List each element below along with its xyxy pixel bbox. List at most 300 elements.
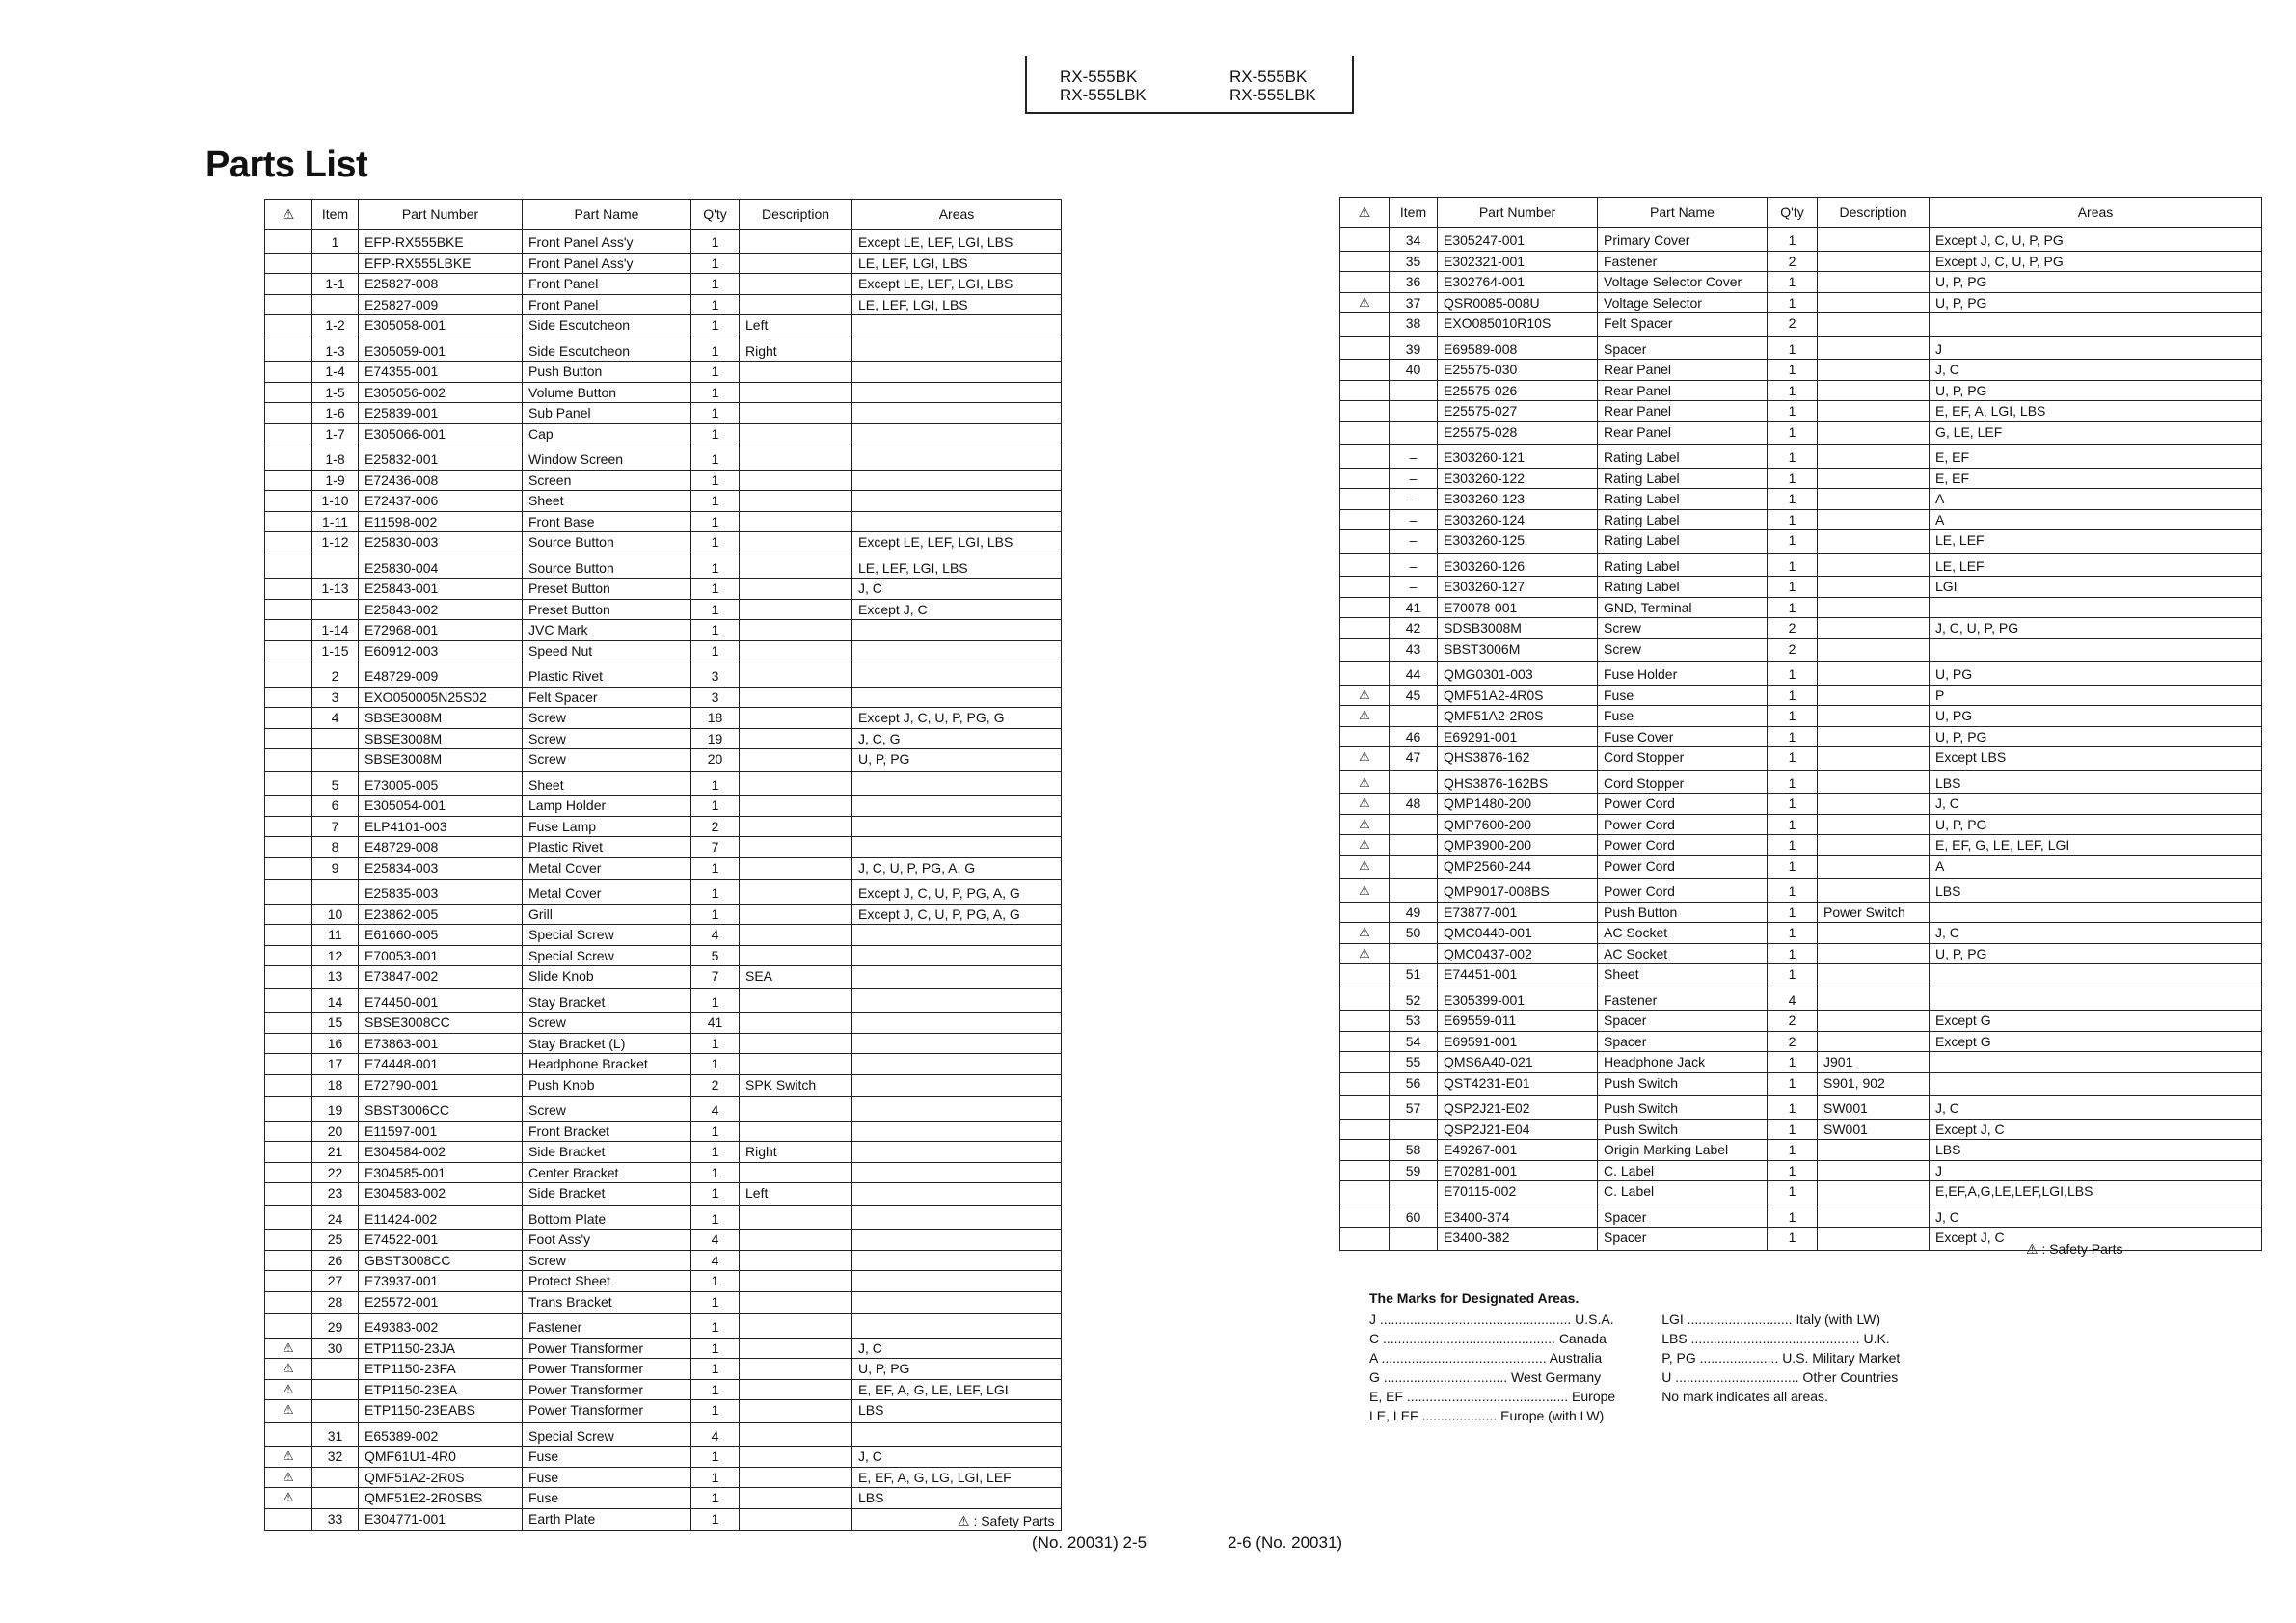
- description-cell: [1818, 360, 1930, 381]
- qty-cell: 1: [691, 382, 740, 403]
- description-cell: Right: [740, 338, 852, 362]
- areas-cell: [1930, 1072, 2262, 1096]
- warn-cell: [265, 904, 312, 925]
- areas-cell: [852, 837, 1062, 858]
- item-cell: 54: [1390, 1031, 1438, 1052]
- part-number-cell: E11597-001: [359, 1121, 523, 1142]
- warn-cell: [1340, 1052, 1390, 1073]
- description-cell: [740, 1447, 852, 1468]
- parts-group: [265, 988, 1062, 1097]
- part-name-cell: Power Transformer: [523, 1359, 691, 1380]
- parts-group: [1340, 1204, 2262, 1250]
- description-cell: [1818, 662, 1930, 686]
- table-row: [1340, 1072, 2262, 1096]
- item-cell: [312, 1467, 359, 1488]
- item-cell: 33: [312, 1508, 359, 1531]
- warn-cell: [265, 1074, 312, 1097]
- warn-cell: [1340, 401, 1390, 422]
- areas-cell: G, LE, LEF: [1930, 421, 2262, 445]
- item-cell: 21: [312, 1142, 359, 1163]
- part-name-cell: GND, Terminal: [1598, 597, 1768, 618]
- table-row: [265, 294, 1062, 315]
- table-row: [1340, 1052, 2262, 1073]
- safety-parts-note: ⚠ : Safety Parts: [2026, 1241, 2123, 1257]
- item-cell: 57: [1390, 1096, 1438, 1120]
- description-cell: [1818, 401, 1930, 422]
- description-cell: [740, 1097, 852, 1122]
- description-cell: [740, 1314, 852, 1339]
- description-cell: [740, 640, 852, 663]
- col-warn-header: ⚠: [1340, 198, 1390, 228]
- table-row: [1340, 638, 2262, 662]
- part-name-cell: Rating Label: [1598, 445, 1768, 469]
- description-cell: [740, 988, 852, 1013]
- warn-cell: [265, 511, 312, 532]
- areas-cell: U, P, PG: [1930, 292, 2262, 313]
- description-cell: [1818, 879, 1930, 903]
- part-number-cell: E25575-026: [1438, 380, 1598, 401]
- warn-cell: [1340, 1096, 1390, 1120]
- part-number-cell: E25834-003: [359, 857, 523, 880]
- warn-cell: [1340, 530, 1390, 554]
- part-name-cell: Earth Plate: [523, 1508, 691, 1531]
- designated-area-marks: [1369, 1288, 1900, 1425]
- part-number-cell: ETP1150-23EA: [359, 1379, 523, 1400]
- part-number-cell: E25843-001: [359, 579, 523, 600]
- warn-cell: ⚠: [265, 1488, 312, 1509]
- part-number-cell: E25575-027: [1438, 401, 1598, 422]
- part-name-cell: Metal Cover: [523, 857, 691, 880]
- item-cell: 46: [1390, 726, 1438, 747]
- description-cell: [1818, 1204, 1930, 1228]
- table-row: [265, 1183, 1062, 1206]
- part-number-cell: QSP2J21-E02: [1438, 1096, 1598, 1120]
- warn-cell: ⚠: [1340, 814, 1390, 835]
- table-row: [265, 532, 1062, 555]
- areas-cell: [852, 966, 1062, 989]
- part-number-cell: E305054-001: [359, 796, 523, 817]
- table-row: [265, 1033, 1062, 1054]
- warn-cell: [1340, 964, 1390, 987]
- item-cell: 52: [1390, 987, 1438, 1011]
- warn-cell: [1340, 1119, 1390, 1140]
- item-cell: 53: [1390, 1011, 1438, 1032]
- table-row: [265, 1314, 1062, 1339]
- areas-cell: [852, 423, 1062, 446]
- table-row: [265, 880, 1062, 905]
- warn-cell: [1340, 1072, 1390, 1096]
- col-part-number-header: Part Number: [1438, 198, 1598, 228]
- part-name-cell: Side Escutcheon: [523, 338, 691, 362]
- warn-cell: [265, 708, 312, 729]
- table-row: [1340, 336, 2262, 360]
- part-name-cell: Stay Bracket: [523, 988, 691, 1013]
- areas-cell: U, P, PG: [852, 749, 1062, 772]
- qty-cell: 1: [1768, 1181, 1818, 1204]
- warn-cell: [265, 1422, 312, 1447]
- qty-cell: 2: [1768, 1011, 1818, 1032]
- parts-table-right: [1339, 197, 2262, 1251]
- table-row: [265, 728, 1062, 749]
- item-cell: 34: [1390, 228, 1438, 252]
- warn-cell: [1340, 468, 1390, 489]
- description-cell: [740, 1508, 852, 1531]
- part-name-cell: Front Panel Ass'y: [523, 253, 691, 274]
- parts-group: [265, 771, 1062, 880]
- qty-cell: 1: [1768, 706, 1818, 727]
- areas-cell: [1930, 313, 2262, 337]
- areas-cell: LBS: [1930, 770, 2262, 794]
- warn-cell: ⚠: [1340, 770, 1390, 794]
- areas-cell: U, P, PG: [1930, 726, 2262, 747]
- qty-cell: 1: [691, 640, 740, 663]
- page-title: Parts List: [205, 145, 368, 185]
- warn-cell: [1340, 313, 1390, 337]
- areas-cell: J, C: [1930, 360, 2262, 381]
- item-cell: 40: [1390, 360, 1438, 381]
- areas-cell: Except J, C: [1930, 1119, 2262, 1140]
- table-row: [265, 1488, 1062, 1509]
- item-cell: 56: [1390, 1072, 1438, 1096]
- qty-cell: 1: [691, 1314, 740, 1339]
- table-row: [1340, 360, 2262, 381]
- item-cell: –: [1390, 489, 1438, 510]
- description-cell: [1818, 336, 1930, 360]
- part-number-cell: E305058-001: [359, 315, 523, 338]
- part-name-cell: Grill: [523, 904, 691, 925]
- warn-cell: [1340, 987, 1390, 1011]
- part-number-cell: SBSE3008M: [359, 708, 523, 729]
- parts-group: [1340, 553, 2262, 662]
- description-cell: [1818, 1140, 1930, 1161]
- qty-cell: 1: [691, 1488, 740, 1509]
- part-name-cell: Push Knob: [523, 1074, 691, 1097]
- table-row: [265, 640, 1062, 663]
- part-number-cell: E69559-011: [1438, 1011, 1598, 1032]
- part-name-cell: Screw: [1598, 618, 1768, 639]
- areas-cell: LE, LEF, LGI, LBS: [852, 294, 1062, 315]
- item-cell: 27: [312, 1271, 359, 1292]
- parts-group: [265, 1314, 1062, 1423]
- part-number-cell: E303260-122: [1438, 468, 1598, 489]
- table-row: [265, 230, 1062, 254]
- table-row: [265, 749, 1062, 772]
- areas-cell: Except J, C, U, P, PG: [1930, 228, 2262, 252]
- table-row: [1340, 685, 2262, 706]
- warn-cell: [1340, 618, 1390, 639]
- areas-cell: [1930, 964, 2262, 987]
- table-row: [1340, 228, 2262, 252]
- part-number-cell: QMP9017-008BS: [1438, 879, 1598, 903]
- qty-cell: 4: [1768, 987, 1818, 1011]
- areas-cell: [852, 1074, 1062, 1097]
- table-header-row: [1340, 198, 2262, 228]
- areas-cell: [852, 446, 1062, 471]
- qty-cell: 1: [691, 1379, 740, 1400]
- part-number-cell: E25572-001: [359, 1291, 523, 1314]
- qty-cell: 1: [691, 294, 740, 315]
- description-cell: SW001: [1818, 1096, 1930, 1120]
- description-cell: [1818, 445, 1930, 469]
- table-row: [1340, 380, 2262, 401]
- part-number-cell: E49267-001: [1438, 1140, 1598, 1161]
- table-row: [265, 1121, 1062, 1142]
- parts-group: [265, 230, 1062, 338]
- part-number-cell: QMF61U1-4R0: [359, 1447, 523, 1468]
- qty-cell: 1: [1768, 1072, 1818, 1096]
- areas-cell: [852, 925, 1062, 946]
- table-row: [1340, 662, 2262, 686]
- qty-cell: 1: [1768, 336, 1818, 360]
- description-cell: [740, 904, 852, 925]
- qty-cell: 1: [1768, 1119, 1818, 1140]
- qty-cell: 1: [1768, 1052, 1818, 1073]
- description-cell: [740, 253, 852, 274]
- item-cell: –: [1390, 530, 1438, 554]
- item-cell: –: [1390, 553, 1438, 577]
- item-cell: 39: [1390, 336, 1438, 360]
- part-name-cell: Plastic Rivet: [523, 663, 691, 688]
- part-number-cell: E303260-127: [1438, 577, 1598, 598]
- part-name-cell: Metal Cover: [523, 880, 691, 905]
- description-cell: [740, 446, 852, 471]
- warn-cell: [1340, 228, 1390, 252]
- areas-cell: A: [1930, 489, 2262, 510]
- areas-cell: LBS: [1930, 879, 2262, 903]
- areas-cell: J, C, U, P, PG, A, G: [852, 857, 1062, 880]
- part-number-cell: QMF51E2-2R0SBS: [359, 1488, 523, 1509]
- part-number-cell: SBST3006CC: [359, 1097, 523, 1122]
- part-number-cell: E73937-001: [359, 1271, 523, 1292]
- qty-cell: 1: [691, 1183, 740, 1206]
- qty-cell: 1: [1768, 421, 1818, 445]
- qty-cell: 1: [691, 1054, 740, 1075]
- qty-cell: 1: [1768, 380, 1818, 401]
- part-number-cell: E25575-028: [1438, 421, 1598, 445]
- areas-cell: E, EF: [1930, 468, 2262, 489]
- qty-cell: 1: [691, 796, 740, 817]
- part-number-cell: E49383-002: [359, 1314, 523, 1339]
- description-cell: [740, 1379, 852, 1400]
- part-number-cell: QSP2J21-E04: [1438, 1119, 1598, 1140]
- item-cell: 15: [312, 1013, 359, 1034]
- areas-cell: LE, LEF, LGI, LBS: [852, 555, 1062, 579]
- qty-cell: 1: [691, 1142, 740, 1163]
- warn-cell: ⚠: [1340, 879, 1390, 903]
- item-cell: 30: [312, 1338, 359, 1359]
- areas-cell: [852, 620, 1062, 641]
- table-row: [265, 925, 1062, 946]
- areas-cell: [852, 1205, 1062, 1230]
- description-cell: [740, 579, 852, 600]
- part-number-cell: E73847-002: [359, 966, 523, 989]
- item-cell: 13: [312, 966, 359, 989]
- areas-cell: [852, 1183, 1062, 1206]
- qty-cell: 1: [1768, 964, 1818, 987]
- warn-cell: [265, 1097, 312, 1122]
- warn-cell: [265, 1013, 312, 1034]
- description-cell: [1818, 835, 1930, 856]
- areas-cell: Except LE, LEF, LGI, LBS: [852, 532, 1062, 555]
- item-cell: [312, 599, 359, 620]
- warn-cell: [1340, 1228, 1390, 1251]
- col-description-header: Description: [740, 200, 852, 230]
- qty-cell: 1: [1768, 401, 1818, 422]
- item-cell: 26: [312, 1250, 359, 1271]
- description-cell: SEA: [740, 966, 852, 989]
- item-cell: 1-8: [312, 446, 359, 471]
- item-cell: 1-1: [312, 274, 359, 295]
- qty-cell: 1: [691, 857, 740, 880]
- part-number-cell: E73005-005: [359, 771, 523, 796]
- description-cell: [740, 1271, 852, 1292]
- table-row: [265, 904, 1062, 925]
- areas-cell: J, C: [1930, 923, 2262, 944]
- description-cell: [1818, 530, 1930, 554]
- table-row: [1340, 577, 2262, 598]
- mark-entry: LGI ............................ Italy (with LW): [1661, 1312, 1881, 1327]
- warn-cell: [265, 423, 312, 446]
- areas-cell: LBS: [1930, 1140, 2262, 1161]
- part-name-cell: Sheet: [523, 491, 691, 512]
- part-number-cell: E23862-005: [359, 904, 523, 925]
- part-name-cell: Screw: [523, 1013, 691, 1034]
- page-number-left: (No. 20031) 2-5: [1032, 1533, 1148, 1552]
- table-row: [1340, 1160, 2262, 1181]
- table-row: [265, 555, 1062, 579]
- item-cell: 41: [1390, 597, 1438, 618]
- warn-cell: [265, 362, 312, 383]
- part-name-cell: Rear Panel: [1598, 360, 1768, 381]
- areas-cell: [1930, 902, 2262, 923]
- table-row: [1340, 553, 2262, 577]
- marks-right-column: [1661, 1310, 1900, 1425]
- warn-cell: [265, 880, 312, 905]
- description-cell: [740, 403, 852, 424]
- item-cell: [1390, 943, 1438, 964]
- description-cell: [1818, 292, 1930, 313]
- qty-cell: 1: [1768, 489, 1818, 510]
- areas-cell: [852, 1033, 1062, 1054]
- qty-cell: 1: [1768, 770, 1818, 794]
- part-number-cell: E303260-126: [1438, 553, 1598, 577]
- item-cell: [312, 1400, 359, 1423]
- qty-cell: 1: [1768, 292, 1818, 313]
- warn-cell: [1340, 1031, 1390, 1052]
- col-item-header: Item: [312, 200, 359, 230]
- part-number-cell: SBSE3008CC: [359, 1013, 523, 1034]
- areas-cell: Except LE, LEF, LGI, LBS: [852, 274, 1062, 295]
- table-row: [1340, 1031, 2262, 1052]
- warn-cell: [1340, 1181, 1390, 1204]
- warn-cell: [265, 925, 312, 946]
- item-cell: –: [1390, 445, 1438, 469]
- part-name-cell: Primary Cover: [1598, 228, 1768, 252]
- areas-cell: Except LE, LEF, LGI, LBS: [852, 230, 1062, 254]
- warn-cell: [265, 1162, 312, 1183]
- qty-cell: 19: [691, 728, 740, 749]
- col-qty-header: Q'ty: [1768, 198, 1818, 228]
- item-cell: 55: [1390, 1052, 1438, 1073]
- qty-cell: 1: [691, 620, 740, 641]
- qty-cell: 4: [691, 925, 740, 946]
- item-cell: 19: [312, 1097, 359, 1122]
- description-cell: [740, 663, 852, 688]
- warn-cell: [265, 728, 312, 749]
- part-name-cell: Voltage Selector Cover: [1598, 272, 1768, 293]
- areas-cell: [852, 687, 1062, 708]
- table-row: [265, 1379, 1062, 1400]
- description-cell: [1818, 987, 1930, 1011]
- description-cell: [740, 708, 852, 729]
- part-name-cell: Power Transformer: [523, 1400, 691, 1423]
- areas-cell: U, PG: [1930, 706, 2262, 727]
- table-row: [1340, 902, 2262, 923]
- item-cell: 32: [312, 1447, 359, 1468]
- qty-cell: 1: [691, 1205, 740, 1230]
- qty-cell: 1: [691, 446, 740, 471]
- qty-cell: 1: [1768, 577, 1818, 598]
- table-row: [1340, 421, 2262, 445]
- warn-cell: ⚠: [1340, 685, 1390, 706]
- table-row: [265, 1142, 1062, 1163]
- part-number-cell: QMP3900-200: [1438, 835, 1598, 856]
- part-name-cell: Power Cord: [1598, 794, 1768, 815]
- table-row: [1340, 770, 2262, 794]
- areas-cell: U, P, PG: [1930, 943, 2262, 964]
- item-cell: [1390, 1228, 1438, 1251]
- warn-cell: [1340, 272, 1390, 293]
- part-name-cell: Preset Button: [523, 579, 691, 600]
- warn-cell: [265, 315, 312, 338]
- areas-cell: Except J, C: [852, 599, 1062, 620]
- description-cell: Left: [740, 315, 852, 338]
- mark-entry: LE, LEF .................... Europe (with LW): [1369, 1408, 1605, 1423]
- description-cell: [1818, 272, 1930, 293]
- warn-cell: ⚠: [265, 1467, 312, 1488]
- model-name: RX-555BK: [1229, 68, 1308, 86]
- table-row: [265, 382, 1062, 403]
- areas-cell: LE, LEF: [1930, 530, 2262, 554]
- table-row: [1340, 468, 2262, 489]
- item-cell: 1-2: [312, 315, 359, 338]
- part-number-cell: E72436-008: [359, 470, 523, 491]
- areas-cell: [852, 315, 1062, 338]
- warn-cell: [265, 532, 312, 555]
- part-number-cell: QMC0437-002: [1438, 943, 1598, 964]
- description-cell: [740, 1422, 852, 1447]
- qty-cell: 1: [1768, 530, 1818, 554]
- table-row: [265, 1205, 1062, 1230]
- qty-cell: 1: [1768, 1096, 1818, 1120]
- areas-cell: Except LBS: [1930, 747, 2262, 771]
- warn-cell: [265, 1183, 312, 1206]
- table-row: [1340, 814, 2262, 835]
- qty-cell: 1: [691, 1400, 740, 1423]
- qty-cell: 1: [1768, 879, 1818, 903]
- areas-cell: U, P, PG: [852, 1359, 1062, 1380]
- part-number-cell: E48729-009: [359, 663, 523, 688]
- warn-cell: [265, 945, 312, 966]
- warn-cell: [265, 274, 312, 295]
- part-name-cell: Preset Button: [523, 599, 691, 620]
- warn-cell: ⚠: [265, 1338, 312, 1359]
- warn-cell: [1340, 445, 1390, 469]
- col-item-header: Item: [1390, 198, 1438, 228]
- warn-cell: ⚠: [265, 1447, 312, 1468]
- warn-cell: ⚠: [265, 1379, 312, 1400]
- mark-entry: P, PG ..................... U.S. Military Market: [1661, 1350, 1901, 1366]
